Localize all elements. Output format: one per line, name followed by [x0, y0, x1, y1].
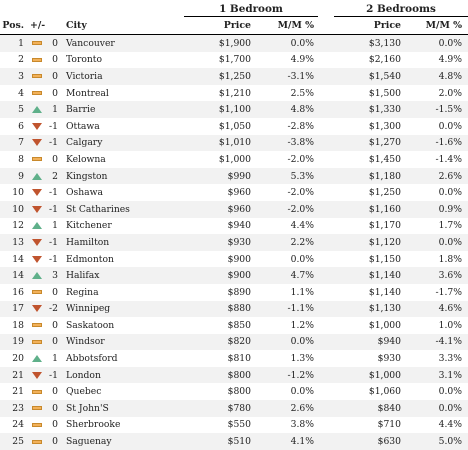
table-row [0, 317, 468, 334]
price-2br-cell: $1,450 [368, 153, 401, 165]
trend-cell [30, 267, 44, 284]
pos-cell: 21 [12, 386, 24, 398]
change-cell: 3 [44, 267, 64, 284]
table-row [0, 417, 468, 434]
price-1br-cell: $1,250 [184, 68, 251, 85]
change-cell: 0 [52, 319, 58, 331]
change-cell: -1 [44, 234, 64, 251]
no-change-icon [32, 423, 42, 427]
pos-cell: 24 [12, 419, 24, 431]
price-2br-cell: $930 [377, 353, 401, 365]
pos-cell: 13 [0, 234, 30, 251]
mm-1br-cell: 0.0% [251, 334, 318, 351]
price-1br-cell: $1,010 [184, 135, 251, 152]
change-cell: 0 [52, 419, 58, 431]
change-cell: -1 [44, 201, 64, 218]
down-arrow-icon [32, 139, 42, 146]
city-cell: Oshawa [66, 187, 103, 199]
price-2br-cell: $710 [377, 419, 401, 431]
table-row [0, 334, 468, 351]
mm-1br-cell: -2.0% [251, 201, 318, 218]
city-cell: Winnipeg [64, 301, 184, 318]
trend-cell [30, 35, 44, 52]
pos-cell: 5 [0, 101, 30, 118]
city-cell: Ottawa [66, 120, 100, 132]
mm-2br-cell: -1.6% [401, 135, 468, 152]
table-row [0, 85, 468, 102]
spacer-cell [318, 417, 334, 434]
trend-cell [30, 367, 44, 384]
pos-cell: 18 [12, 319, 24, 331]
price-1br-cell: $880 [184, 301, 251, 318]
trend-cell [30, 101, 44, 118]
table-row [0, 52, 468, 69]
mm-1br-cell: 3.8% [290, 419, 314, 431]
trend-cell [30, 85, 44, 102]
mm-1br-cell: 4.4% [290, 220, 314, 232]
mm-2br-cell: 3.1% [401, 367, 468, 384]
change-cell: 1 [44, 101, 64, 118]
trend-cell [30, 52, 44, 69]
price-1br-cell: $900 [227, 253, 251, 265]
spacer-cell [318, 251, 334, 268]
price-2br-cell: $1,000 [368, 319, 401, 331]
change-cell: -1 [44, 367, 64, 384]
price-1br-cell: $900 [184, 267, 251, 284]
trend-cell [30, 135, 44, 152]
mm-2br-cell: 0.0% [438, 386, 462, 398]
price-1br-cell: $800 [184, 367, 251, 384]
up-arrow-icon [32, 272, 42, 279]
price-2br-cell: $1,180 [334, 168, 401, 185]
mm-1br-cell: 4.9% [290, 54, 314, 66]
price-1br-cell: $890 [227, 286, 251, 298]
pos-column-header: Pos. [0, 17, 30, 35]
no-change-icon [32, 440, 42, 444]
mm-1br-cell: -2.8% [287, 120, 314, 132]
spacer-cell [318, 267, 334, 284]
mm-2br-cell: 4.6% [401, 301, 468, 318]
price-1br-cell: $820 [184, 334, 251, 351]
price-1br-cell: $850 [227, 319, 251, 331]
trend-cell [30, 118, 44, 135]
pos-cell: 23 [0, 400, 30, 417]
mm-2br-cell: 0.0% [401, 400, 468, 417]
mm-2br-cell: 3.6% [401, 267, 468, 284]
mm-1br-cell: -2.0% [287, 187, 314, 199]
pos-cell: 21 [0, 367, 30, 384]
no-change-icon [32, 91, 42, 95]
change-cell: 0 [44, 68, 64, 85]
trend-cell [30, 284, 44, 301]
price1-column-header: Price [184, 17, 251, 35]
group-header-row [0, 0, 468, 17]
city-cell: Hamilton [64, 234, 184, 251]
price-1br-cell: $810 [227, 353, 251, 365]
spacer-cell [318, 118, 334, 135]
price-2br-cell: $1,000 [334, 367, 401, 384]
mm-1br-cell: 4.7% [251, 267, 318, 284]
mm-2br-cell: 4.9% [438, 54, 462, 66]
change-cell: 0 [44, 35, 64, 52]
change-cell: 0 [52, 87, 58, 99]
city-cell: St John'S [64, 400, 184, 417]
table-row [0, 251, 468, 268]
mm-1br-cell: 2.6% [251, 400, 318, 417]
price-1br-cell: $1,210 [218, 87, 251, 99]
mm-2br-cell: 1.8% [438, 253, 462, 265]
price-1br-cell: $1,100 [184, 101, 251, 118]
price-2br-cell: $1,300 [368, 120, 401, 132]
mm-2br-cell: -1.7% [435, 286, 462, 298]
spacer-cell [318, 317, 334, 334]
mm-2br-cell: 0.0% [438, 120, 462, 132]
down-arrow-icon [32, 305, 42, 312]
table-row [0, 400, 468, 417]
spacer-cell [318, 284, 334, 301]
city-cell: Kingston [64, 168, 184, 185]
trend-cell [30, 201, 44, 218]
city-cell: London [64, 367, 184, 384]
price-1br-cell: $800 [227, 386, 251, 398]
no-change-icon [32, 290, 42, 294]
mm-2br-cell: 5.0% [401, 433, 468, 450]
change-cell: 1 [52, 353, 58, 365]
mm-2br-cell: 0.0% [401, 234, 468, 251]
table-row [0, 284, 468, 301]
spacer-cell [318, 367, 334, 384]
no-change-icon [32, 340, 42, 344]
price-2br-cell: $1,330 [334, 101, 401, 118]
price-1br-cell: $1,000 [218, 153, 251, 165]
table-row [0, 433, 468, 450]
pos-cell: 14 [12, 253, 24, 265]
mm-1br-cell: 2.5% [290, 87, 314, 99]
mm2-column-header: M/M % [401, 17, 468, 35]
up-arrow-icon [32, 173, 42, 180]
table-row [0, 350, 468, 367]
spacer-cell [318, 151, 334, 168]
mm-2br-cell: 1.7% [438, 220, 462, 232]
no-change-icon [32, 41, 42, 45]
price-2br-cell: $1,150 [368, 253, 401, 265]
mm1-column-header: M/M % [251, 17, 318, 35]
spacer-cell [318, 334, 334, 351]
mm-2br-cell: 0.9% [401, 201, 468, 218]
mm-1br-cell: -3.8% [251, 135, 318, 152]
price-1br-cell: $930 [184, 234, 251, 251]
price-2br-cell: $3,130 [334, 35, 401, 52]
table-row [0, 301, 468, 318]
column-header-row [0, 17, 468, 35]
trend-cell [30, 383, 44, 400]
spacer-cell [318, 101, 334, 118]
mm-1br-cell: -2.0% [287, 153, 314, 165]
trend-cell [30, 350, 44, 367]
city-cell: Vancouver [64, 35, 184, 52]
price-1br-cell: $780 [184, 400, 251, 417]
pos-cell: 2 [18, 54, 24, 66]
city-cell: Regina [66, 286, 99, 298]
price-1br-cell: $1,900 [184, 35, 251, 52]
pos-cell: 10 [12, 187, 24, 199]
city-cell: Calgary [64, 135, 184, 152]
city-cell: Kelowna [66, 153, 106, 165]
table-row [0, 101, 468, 118]
spacer-cell [318, 234, 334, 251]
no-change-icon [32, 157, 42, 161]
mm-1br-cell: 0.0% [251, 35, 318, 52]
price-1br-cell: $960 [184, 201, 251, 218]
no-change-icon [32, 390, 42, 394]
price-2br-cell: $1,140 [368, 286, 401, 298]
group-header-1-bedroom: 1 Bedroom [184, 0, 318, 17]
price-2br-cell: $1,120 [334, 234, 401, 251]
price-1br-cell: $1,700 [218, 54, 251, 66]
mm-1br-cell: -3.1% [251, 68, 318, 85]
table-row [0, 218, 468, 235]
change-cell: 0 [44, 433, 64, 450]
spacer-cell [318, 383, 334, 400]
pos-cell: 14 [0, 267, 30, 284]
price-2br-cell: $1,540 [334, 68, 401, 85]
no-change-icon [32, 74, 42, 78]
pos-cell: 10 [0, 201, 30, 218]
pos-cell: 25 [0, 433, 30, 450]
trend-cell [30, 234, 44, 251]
mm-1br-cell: 5.3% [251, 168, 318, 185]
trend-cell [30, 400, 44, 417]
price-1br-cell: $940 [227, 220, 251, 232]
pos-cell: 3 [0, 68, 30, 85]
mm-1br-cell: 1.3% [290, 353, 314, 365]
spacer-cell [318, 350, 334, 367]
mm-2br-cell: -4.1% [401, 334, 468, 351]
table-body [0, 35, 468, 450]
city-cell: Windsor [64, 334, 184, 351]
change-cell: -2 [44, 301, 64, 318]
mm-1br-cell: 4.1% [251, 433, 318, 450]
change-cell: 0 [52, 386, 58, 398]
city-cell: Halifax [64, 267, 184, 284]
city-cell: Sherbrooke [66, 419, 121, 431]
change-column-header: +/- [30, 17, 64, 35]
spacer-cell [318, 85, 334, 102]
pos-cell: 9 [0, 168, 30, 185]
pos-cell: 20 [12, 353, 24, 365]
trend-cell [30, 168, 44, 185]
table-row [0, 135, 468, 152]
mm-1br-cell: 2.2% [251, 234, 318, 251]
city-cell: Quebec [66, 386, 102, 398]
table-row [0, 367, 468, 384]
table-row [0, 35, 468, 52]
change-cell: 0 [44, 400, 64, 417]
no-change-icon [32, 58, 42, 62]
trend-cell [30, 433, 44, 450]
change-cell: -1 [49, 253, 58, 265]
table-row [0, 168, 468, 185]
down-arrow-icon [32, 372, 42, 379]
trend-cell [30, 68, 44, 85]
city-cell: St Catharines [64, 201, 184, 218]
down-arrow-icon [32, 189, 42, 196]
pos-cell: 17 [0, 301, 30, 318]
trend-cell [30, 151, 44, 168]
down-arrow-icon [32, 256, 42, 263]
table-row [0, 118, 468, 135]
change-cell: -1 [49, 120, 58, 132]
down-arrow-icon [32, 206, 42, 213]
group-header-2-bedrooms: 2 Bedrooms [334, 0, 468, 17]
mm-1br-cell: 0.0% [290, 253, 314, 265]
pos-cell: 8 [18, 153, 24, 165]
mm-2br-cell: 4.4% [438, 419, 462, 431]
mm-1br-cell: 4.8% [251, 101, 318, 118]
price-2br-cell: $1,170 [368, 220, 401, 232]
price-1br-cell: $510 [184, 433, 251, 450]
change-cell: 1 [52, 220, 58, 232]
mm-2br-cell: 2.6% [401, 168, 468, 185]
pos-cell: 1 [0, 35, 30, 52]
spacer-cell [318, 201, 334, 218]
change-cell: -1 [44, 135, 64, 152]
spacer-cell [318, 400, 334, 417]
price-2br-cell: $1,250 [368, 187, 401, 199]
mm-2br-cell: -1.4% [435, 153, 462, 165]
trend-cell [30, 334, 44, 351]
spacer-cell [318, 433, 334, 450]
mm-1br-cell: 1.2% [290, 319, 314, 331]
price-1br-cell: $550 [227, 419, 251, 431]
table-row [0, 151, 468, 168]
up-arrow-icon [32, 222, 42, 229]
price-2br-cell: $630 [334, 433, 401, 450]
trend-cell [30, 218, 44, 235]
mm-2br-cell: 1.0% [438, 319, 462, 331]
city-cell: Edmonton [66, 253, 114, 265]
table-row [0, 201, 468, 218]
trend-cell [30, 251, 44, 268]
change-cell: 0 [44, 334, 64, 351]
price-2br-cell: $1,500 [368, 87, 401, 99]
pos-cell: 6 [18, 120, 24, 132]
down-arrow-icon [32, 123, 42, 130]
city-column-header: City [64, 17, 184, 35]
city-cell: Abbotsford [66, 353, 118, 365]
change-cell: 0 [52, 153, 58, 165]
table-row [0, 184, 468, 201]
price-2br-cell: $1,270 [334, 135, 401, 152]
mm-2br-cell: 4.8% [401, 68, 468, 85]
down-arrow-icon [32, 239, 42, 246]
city-cell: Saguenay [64, 433, 184, 450]
change-cell: 2 [44, 168, 64, 185]
table-row [0, 267, 468, 284]
price-2br-cell: $940 [334, 334, 401, 351]
no-change-icon [32, 406, 42, 410]
pos-cell: 4 [18, 87, 24, 99]
city-cell: Toronto [66, 54, 103, 66]
mm-2br-cell: -1.5% [401, 101, 468, 118]
city-cell: Montreal [66, 87, 109, 99]
price-1br-cell: $1,050 [218, 120, 251, 132]
trend-cell [30, 184, 44, 201]
change-cell: 0 [52, 54, 58, 66]
price-2br-cell: $1,160 [334, 201, 401, 218]
table-row [0, 234, 468, 251]
spacer-cell [318, 52, 334, 69]
change-cell: -1 [49, 187, 58, 199]
pos-cell: 19 [0, 334, 30, 351]
city-cell: Victoria [64, 68, 184, 85]
price2-column-header: Price [334, 17, 401, 35]
spacer-cell [318, 68, 334, 85]
price-1br-cell: $960 [227, 187, 251, 199]
pos-cell: 16 [12, 286, 24, 298]
pos-cell: 12 [12, 220, 24, 232]
trend-cell [30, 417, 44, 434]
spacer-cell [318, 301, 334, 318]
up-arrow-icon [32, 106, 42, 113]
price-2br-cell: $1,140 [334, 267, 401, 284]
price-1br-cell: $990 [184, 168, 251, 185]
mm-2br-cell: 0.0% [401, 35, 468, 52]
spacer-cell [318, 184, 334, 201]
spacer-cell [318, 35, 334, 52]
mm-1br-cell: -1.1% [251, 301, 318, 318]
mm-2br-cell: 0.0% [438, 187, 462, 199]
city-cell: Saskatoon [66, 319, 115, 331]
spacer-cell [318, 218, 334, 235]
price-2br-cell: $840 [334, 400, 401, 417]
mm-1br-cell: 0.0% [290, 386, 314, 398]
mm-1br-cell: 1.1% [290, 286, 314, 298]
city-cell: Barrie [64, 101, 184, 118]
change-cell: 0 [52, 286, 58, 298]
price-2br-cell: $1,060 [368, 386, 401, 398]
trend-cell [30, 301, 44, 318]
city-cell: Kitchener [66, 220, 112, 232]
pos-cell: 7 [0, 135, 30, 152]
mm-2br-cell: 3.3% [438, 353, 462, 365]
price-2br-cell: $1,130 [334, 301, 401, 318]
table-row [0, 68, 468, 85]
price-2br-cell: $2,160 [368, 54, 401, 66]
table-row [0, 383, 468, 400]
mm-1br-cell: -1.2% [251, 367, 318, 384]
up-arrow-icon [32, 355, 42, 362]
spacer-cell [318, 168, 334, 185]
spacer-cell [318, 135, 334, 152]
trend-cell [30, 317, 44, 334]
no-change-icon [32, 323, 42, 327]
mm-2br-cell: 2.0% [438, 87, 462, 99]
